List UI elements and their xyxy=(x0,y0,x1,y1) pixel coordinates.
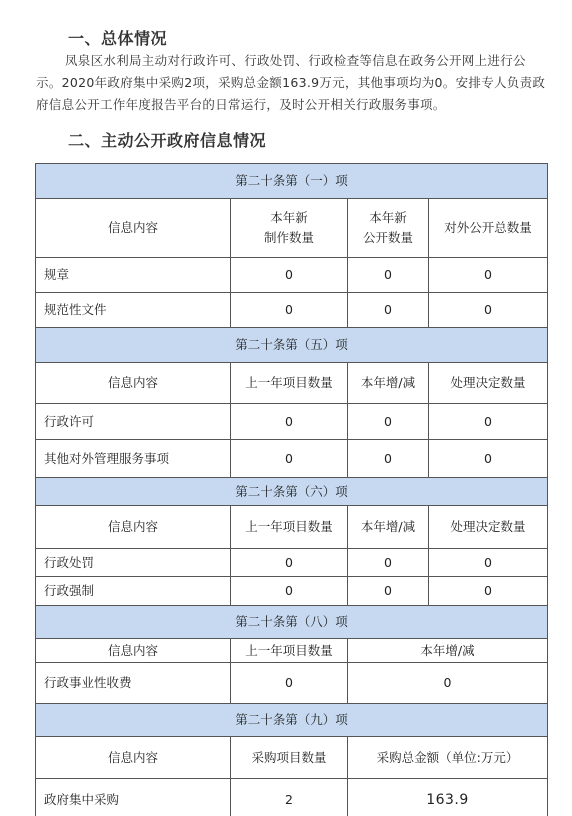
cell-value: 0 xyxy=(348,577,429,606)
table-row xyxy=(36,663,548,704)
cell-value: 0 xyxy=(348,663,548,704)
cell-value: 0 xyxy=(429,440,548,478)
row-label: 行政许可 xyxy=(36,404,231,440)
section-heading-overview: 一、总体情况 xyxy=(68,29,168,48)
column-header: 信息内容 xyxy=(36,506,231,549)
cell-value: 0 xyxy=(348,440,429,478)
row-label: 行政事业性收费 xyxy=(36,663,231,704)
table-row xyxy=(36,404,548,440)
section-heading-disclosure: 二、主动公开政府信息情况 xyxy=(68,131,267,150)
section-title: 第二十条第（八）项 xyxy=(36,606,548,639)
column-header: 处理决定数量 xyxy=(429,363,548,404)
section-title: 第二十条第（五）项 xyxy=(36,328,548,363)
cell-value: 0 xyxy=(348,549,429,577)
column-header: 采购总金额（单位:万元） xyxy=(348,737,548,779)
table-section-header xyxy=(36,606,548,639)
column-header: 本年增/减 xyxy=(348,639,548,663)
table-section-header xyxy=(36,704,548,737)
cell-value: 0 xyxy=(231,663,348,704)
cell-value: 2 xyxy=(231,779,348,816)
table-header-row xyxy=(36,639,548,663)
table-section-header xyxy=(36,164,548,199)
table-row xyxy=(36,258,548,293)
table-section-header xyxy=(36,328,548,363)
cell-value: 0 xyxy=(348,258,429,293)
column-header: 本年新 公开数量 xyxy=(348,199,429,258)
column-header: 本年增/减 xyxy=(348,506,429,549)
column-header: 处理决定数量 xyxy=(429,506,548,549)
row-label: 政府集中采购 xyxy=(36,779,231,816)
table-row xyxy=(36,440,548,478)
cell-value: 0 xyxy=(348,404,429,440)
disclosure-table xyxy=(35,163,548,816)
column-header: 信息内容 xyxy=(36,363,231,404)
column-header: 上一年项目数量 xyxy=(231,639,348,663)
column-header: 采购项目数量 xyxy=(231,737,348,779)
row-label: 行政处罚 xyxy=(36,549,231,577)
cell-value: 0 xyxy=(429,293,548,328)
cell-value: 0 xyxy=(231,404,348,440)
cell-value: 163.9 xyxy=(348,779,548,816)
column-header: 对外公开总数量 xyxy=(429,199,548,258)
table-header-row xyxy=(36,363,548,404)
table-header-row xyxy=(36,506,548,549)
column-header: 信息内容 xyxy=(36,639,231,663)
cell-value: 0 xyxy=(429,577,548,606)
column-header: 上一年项目数量 xyxy=(231,506,348,549)
table-row xyxy=(36,293,548,328)
overview-paragraph: 凤泉区水利局主动对行政许可、行政处罚、行政检查等信息在政务公开网上进行公示。2020年政府集中采购2项，采购总金额163.9万元，其他事项均为0。安排专人负责政府信息公开工作年度报告平台的日常运行，及时公开相关行政服务事项。 xyxy=(36,53,546,112)
cell-value: 0 xyxy=(348,293,429,328)
section-title: 第二十条第（一）项 xyxy=(36,164,548,199)
cell-value: 0 xyxy=(231,293,348,328)
cell-value: 0 xyxy=(231,440,348,478)
column-header: 信息内容 xyxy=(36,199,231,258)
column-header: 本年增/减 xyxy=(348,363,429,404)
cell-value: 0 xyxy=(231,258,348,293)
table-header-row xyxy=(36,199,548,258)
row-label: 规范性文件 xyxy=(36,293,231,328)
section-title: 第二十条第（六）项 xyxy=(36,478,548,506)
table-row xyxy=(36,549,548,577)
row-label: 行政强制 xyxy=(36,577,231,606)
table-row xyxy=(36,779,548,816)
cell-value: 0 xyxy=(429,258,548,293)
column-header: 信息内容 xyxy=(36,737,231,779)
column-header: 本年新 制作数量 xyxy=(231,199,348,258)
table-section-header xyxy=(36,478,548,506)
row-label: 其他对外管理服务事项 xyxy=(36,440,231,478)
cell-value: 0 xyxy=(429,404,548,440)
column-header: 上一年项目数量 xyxy=(231,363,348,404)
table-row xyxy=(36,577,548,606)
row-label: 规章 xyxy=(36,258,231,293)
cell-value: 0 xyxy=(231,549,348,577)
cell-value: 0 xyxy=(429,549,548,577)
cell-value: 0 xyxy=(231,577,348,606)
table-header-row xyxy=(36,737,548,779)
section-title: 第二十条第（九）项 xyxy=(36,704,548,737)
